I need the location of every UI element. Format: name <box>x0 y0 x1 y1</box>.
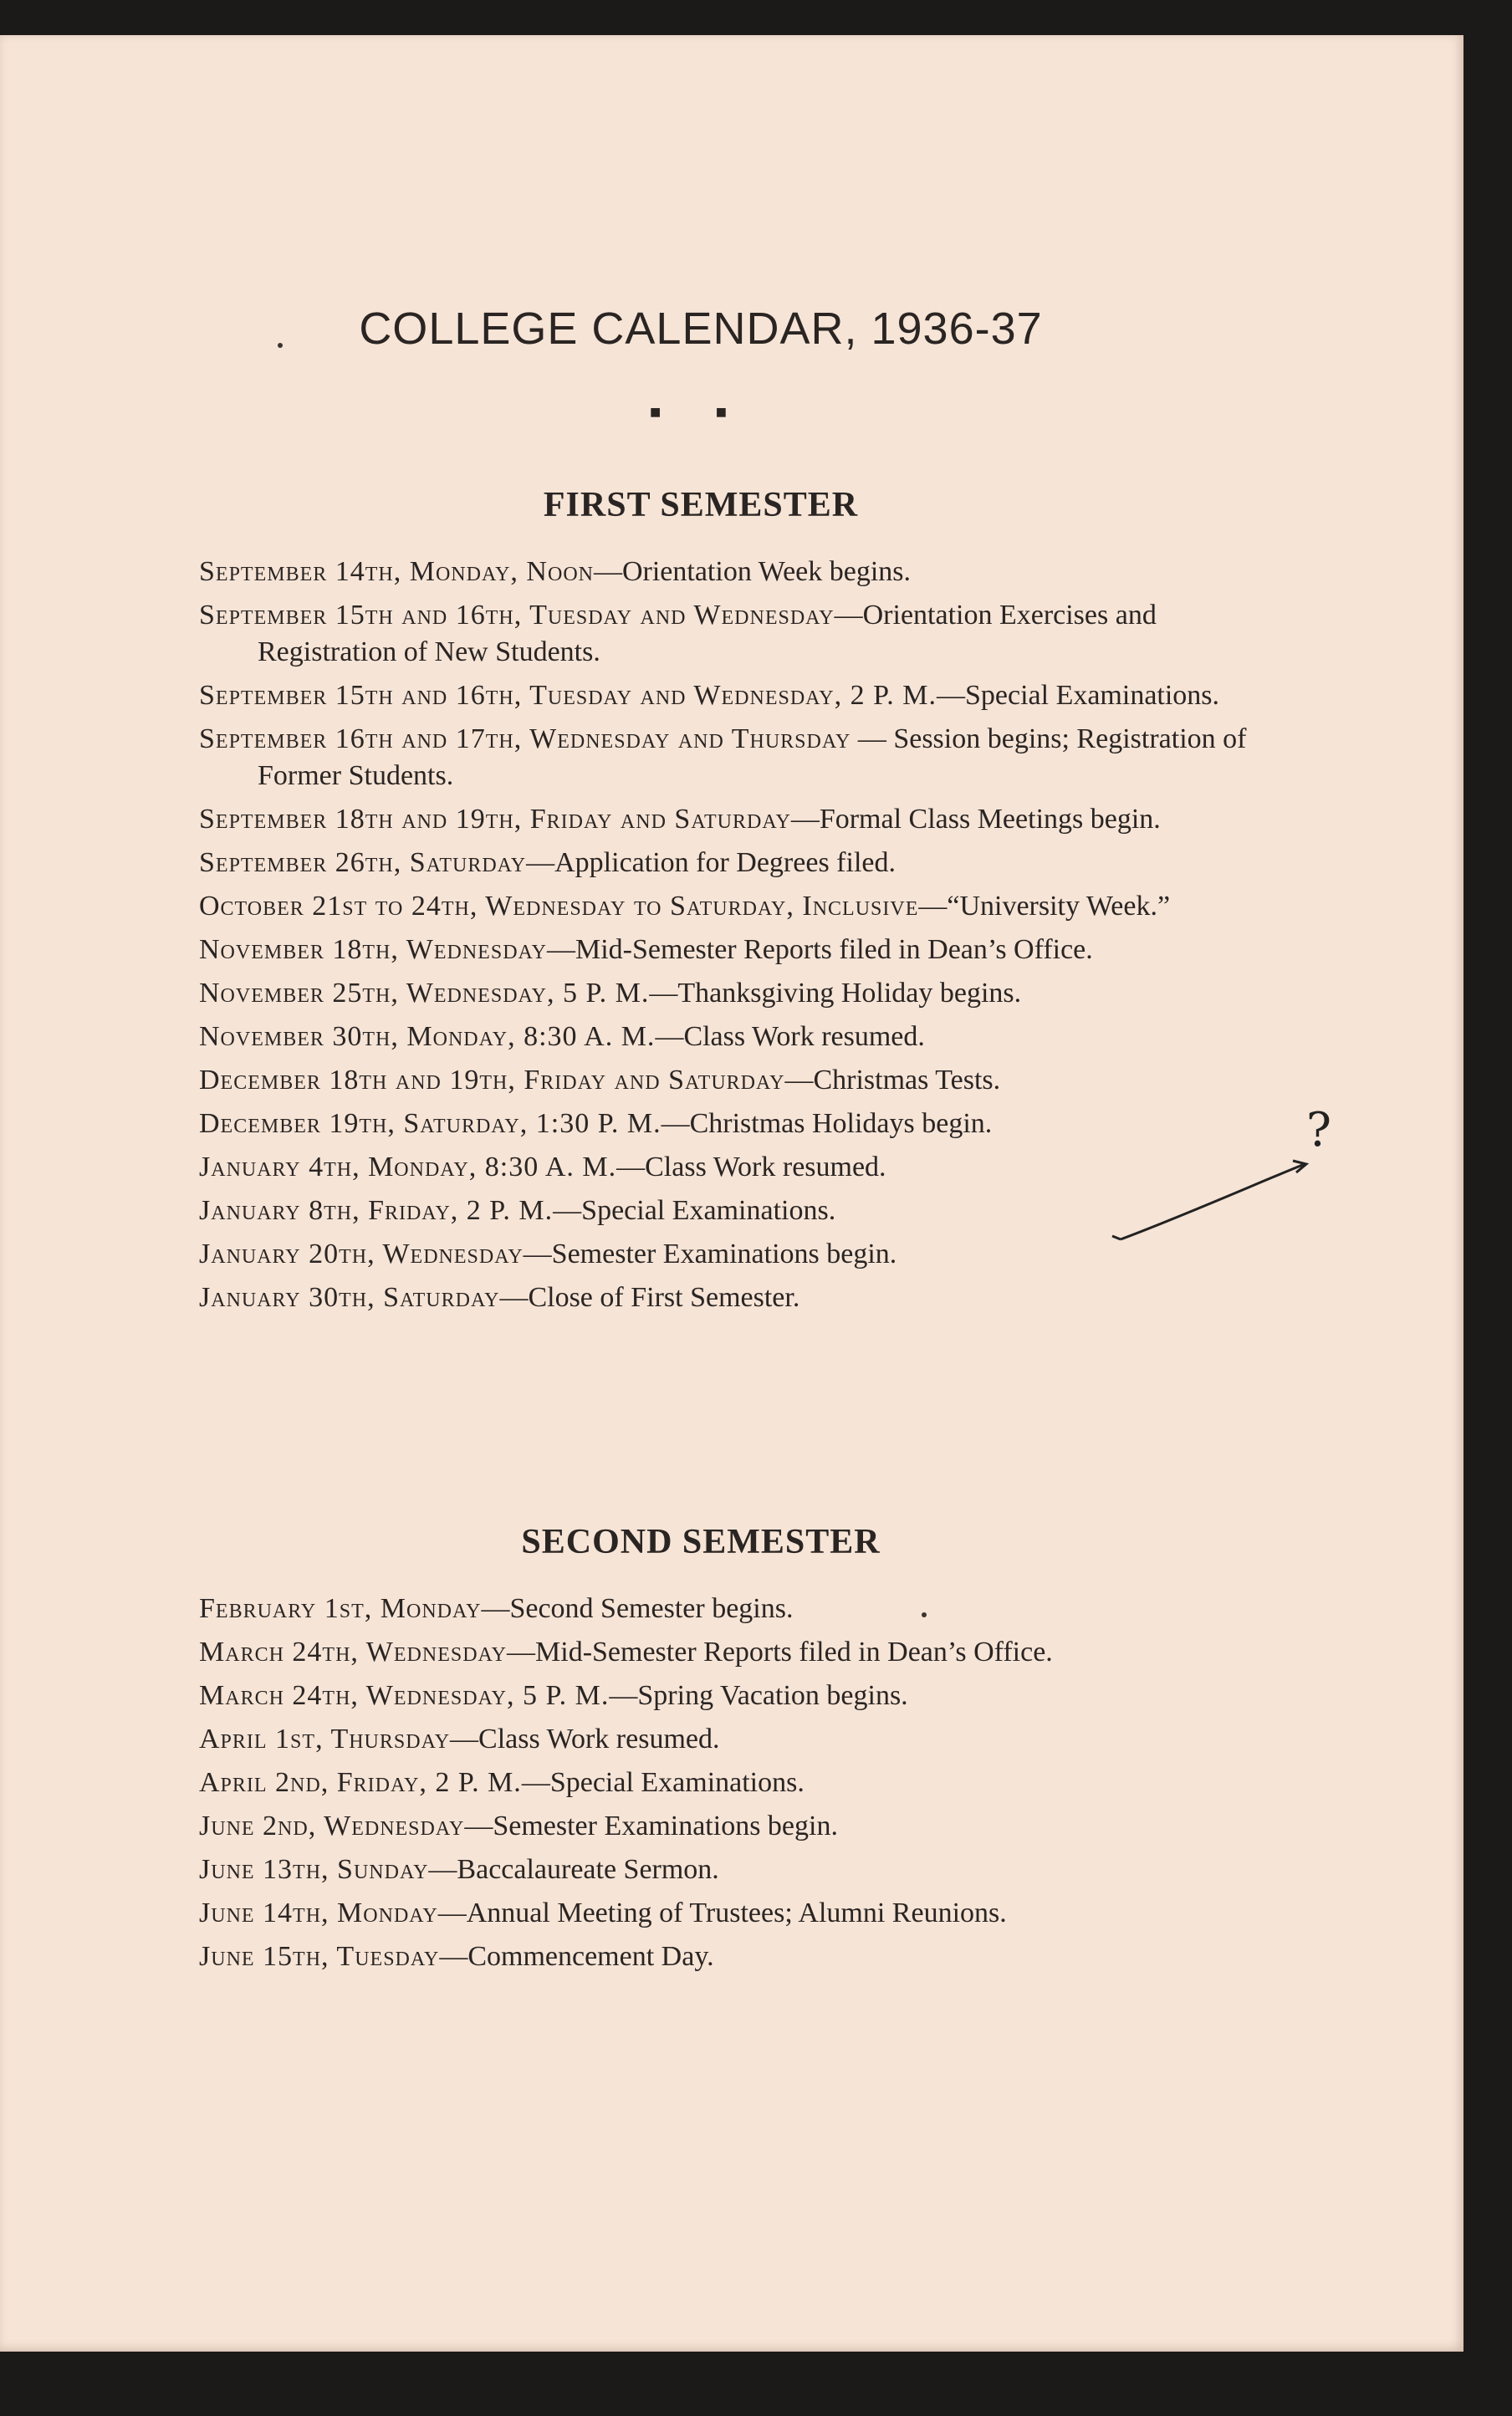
entry-event: —Thanksgiving Holiday begins. <box>649 978 1022 1009</box>
first-semester-heading: FIRST SEMESTER <box>543 486 859 524</box>
calendar-entry <box>199 677 1261 714</box>
calendar-entry <box>199 1852 1261 1888</box>
entry-date: June 2nd, Wednesday <box>199 1811 465 1841</box>
calendar-entry <box>199 845 1261 881</box>
entry-date: September 15th and 16th, Tuesday and Wednesday <box>199 600 835 631</box>
entry-date: January 30th, Saturday <box>199 1282 500 1313</box>
calendar-entry <box>199 932 1261 968</box>
entry-date: November 25th, Wednesday, 5 P. M. <box>199 978 650 1009</box>
calendar-entry <box>199 1591 1261 1627</box>
calendar-entry <box>199 1062 1261 1099</box>
entry-date: March 24th, Wednesday, 5 P. M. <box>199 1680 610 1711</box>
calendar-entry <box>199 721 1261 794</box>
calendar-entry <box>199 554 1261 590</box>
entry-event: —Christmas Holidays begin. <box>661 1108 993 1139</box>
entry-date: January 4th, Monday, 8:30 A. M. <box>199 1152 617 1182</box>
entry-date: March 24th, Wednesday <box>199 1637 508 1668</box>
entry-event: —Application for Degrees filed. <box>526 847 896 878</box>
entry-date: November 30th, Monday, 8:30 A. M. <box>199 1021 656 1052</box>
entry-event: —Class Work resumed. <box>450 1724 720 1755</box>
entry-event: —Second Semester begins. <box>481 1593 794 1624</box>
entry-date: December 18th and 19th, Friday and Saturday <box>199 1065 785 1096</box>
calendar-entry <box>199 888 1261 925</box>
calendar-entry <box>199 597 1261 671</box>
entry-event: —Orientation Week begins. <box>593 556 912 587</box>
entry-date: December 19th, Saturday, 1:30 P. M. <box>199 1108 662 1139</box>
entry-date: June 14th, Monday <box>199 1898 438 1928</box>
entry-event: —“University Week.” <box>918 891 1171 922</box>
entry-date: September 26th, Saturday <box>199 847 527 878</box>
entry-date: September 14th, Monday, Noon <box>199 556 594 587</box>
page-title: COLLEGE CALENDAR, 1936-37 <box>359 304 1043 354</box>
entry-event: —Annual Meeting of Trustees; Alumni Reunions. <box>437 1898 1007 1928</box>
entry-event: —Formal Class Meetings begin. <box>790 804 1161 835</box>
second-semester-list <box>199 1591 1261 1982</box>
calendar-entry <box>199 1808 1261 1845</box>
entry-date: June 13th, Sunday <box>199 1854 429 1885</box>
entry-event: —Special Examinations. <box>521 1767 805 1798</box>
handwritten-question-mark: ? <box>1306 1103 1332 1157</box>
entry-date: November 18th, Wednesday <box>199 934 547 965</box>
entry-event: —Baccalaureate Sermon. <box>428 1854 719 1885</box>
entry-event: —Christmas Tests. <box>784 1065 1001 1096</box>
entry-date: February 1st, Monday <box>199 1593 482 1624</box>
calendar-entry <box>199 1938 1261 1975</box>
calendar-entry <box>199 1019 1261 1055</box>
title-ornament: ■ ■ <box>649 401 753 422</box>
entry-date: June 15th, Tuesday <box>199 1941 440 1972</box>
entry-event: — Session begins; Registration of Former Students. <box>258 723 1247 791</box>
entry-event: —Close of First Semester. <box>499 1282 800 1313</box>
entry-date: April 1st, Thursday <box>199 1724 451 1755</box>
calendar-entry <box>199 1895 1261 1932</box>
handwritten-arrow-line <box>1121 1164 1305 1239</box>
entry-event: —Special Examinations. <box>553 1195 836 1226</box>
calendar-entry <box>199 1634 1261 1671</box>
entry-event: —Special Examinations. <box>937 680 1220 711</box>
second-semester-heading: SECOND SEMESTER <box>521 1523 881 1561</box>
entry-date: September 18th and 19th, Friday and Saturday <box>199 804 791 835</box>
entry-date: April 2nd, Friday, 2 P. M. <box>199 1767 522 1798</box>
calendar-entry <box>199 1721 1261 1758</box>
entry-date: January 20th, Wednesday <box>199 1239 524 1269</box>
calendar-entry <box>199 1678 1261 1714</box>
entry-date: October 21st to 24th, Wednesday to Saturday, Inclusive <box>199 891 919 922</box>
entry-date: September 16th and 17th, Wednesday and Thursday <box>199 723 851 754</box>
entry-event: —Class Work resumed. <box>655 1021 925 1052</box>
entry-event: —Class Work resumed. <box>616 1152 886 1182</box>
entry-date: September 15th and 16th, Tuesday and Wednesday, 2 P. M. <box>199 680 937 711</box>
calendar-entry <box>199 801 1261 838</box>
entry-event: —Semester Examinations begin. <box>523 1239 897 1269</box>
arrow-tail <box>1112 1236 1121 1239</box>
calendar-entry <box>199 975 1261 1012</box>
handwritten-annotation <box>1087 1097 1355 1248</box>
entry-event: —Mid-Semester Reports filed in Dean’s Office. <box>507 1637 1053 1668</box>
calendar-entry <box>199 1765 1261 1801</box>
document-page <box>0 35 1463 2352</box>
entry-event: —Spring Vacation begins. <box>609 1680 908 1711</box>
entry-event: —Mid-Semester Reports filed in Dean’s Office. <box>547 934 1093 965</box>
entry-event: —Orientation Exercises and Registration of New Students. <box>258 600 1157 667</box>
entry-event: —Semester Examinations begin. <box>464 1811 838 1841</box>
entry-date: January 8th, Friday, 2 P. M. <box>199 1195 554 1226</box>
calendar-entry <box>199 1280 1261 1316</box>
entry-event: —Commencement Day. <box>439 1941 714 1972</box>
